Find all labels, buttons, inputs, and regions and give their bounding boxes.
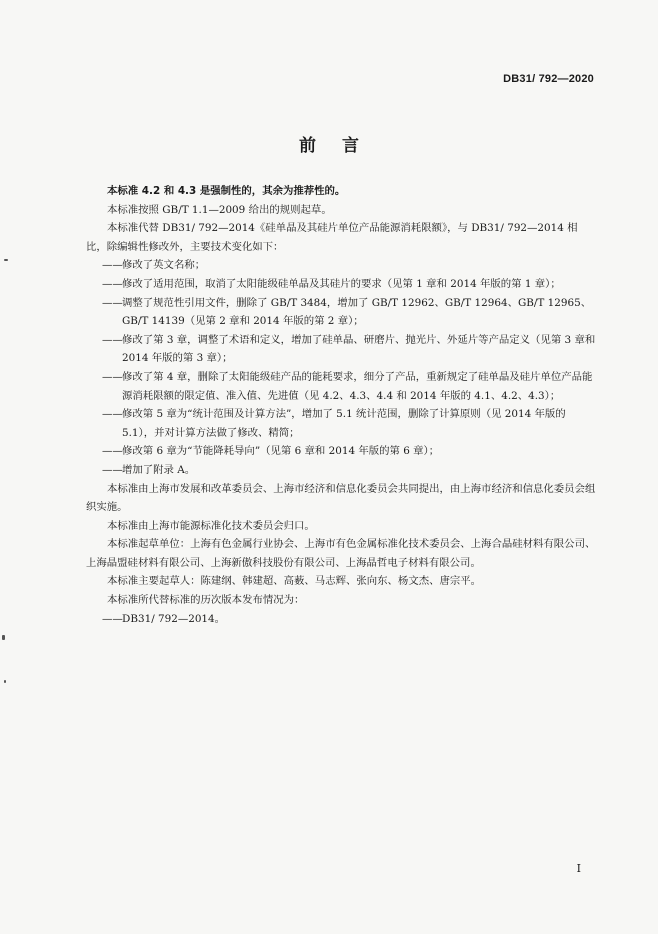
page-number: I bbox=[576, 862, 581, 875]
dash-mark: —— bbox=[102, 333, 123, 346]
scan-speck bbox=[4, 680, 6, 683]
change-text: 修改第 6 章为“节能降耗导向”（见第 6 章和 2014 年版的第 6 章）； bbox=[122, 445, 440, 458]
dash-mark: —— bbox=[102, 370, 123, 383]
change-item bbox=[86, 331, 598, 368]
administrator-paragraph: 本标准由上海市能源标准化技术委员会归口。 bbox=[107, 519, 315, 532]
dash-mark: —— bbox=[102, 612, 123, 625]
foreword-body bbox=[86, 182, 598, 628]
scan-speck bbox=[2, 635, 5, 640]
change-item bbox=[86, 294, 598, 331]
dash-mark: —— bbox=[102, 408, 123, 421]
change-item bbox=[86, 368, 598, 405]
dash-mark: —— bbox=[102, 463, 123, 476]
change-text: 调整了规范性引用文件，删除了 GB/T 3484，增加了 GB/T 12962、GB/T 12964、GB/T 12965、GB/T 14139（见第 2 章和 2014 年版的第 2 章）； bbox=[122, 296, 592, 328]
history-item bbox=[86, 610, 598, 629]
changes-list bbox=[86, 256, 598, 479]
replacement-paragraph: 本标准代替 DB31/ 792—2014《硅单晶及其硅片单位产品能源消耗限额》，与 DB31/ 792—2014 相比，除编辑性修改外，主要技术变化如下： bbox=[86, 222, 578, 253]
mandatory-clause-paragraph: 本标准 4.2 和 4.3 是强制性的，其余为推荐性的。 bbox=[107, 185, 346, 197]
change-item bbox=[86, 275, 598, 294]
change-item bbox=[86, 405, 598, 442]
change-item bbox=[86, 256, 598, 275]
page-title: 前言 bbox=[299, 136, 385, 156]
change-text: 修改了第 3 章，调整了术语和定义，增加了硅单晶、研磨片、抛光片、外延片等产品定义（见第 3 章和 2014 年版的第 3 章）； bbox=[122, 333, 596, 365]
dash-mark: —— bbox=[102, 277, 123, 290]
change-text: 增加了附录 A。 bbox=[122, 463, 196, 476]
drafters-paragraph: 本标准主要起草人：陈建纲、韩建超、高薮、马志辉、张向东、杨文杰、唐宗平。 bbox=[107, 575, 482, 588]
dash-mark: —— bbox=[102, 296, 123, 309]
history-paragraph: 本标准所代替标准的历次版本发布情况为： bbox=[107, 594, 305, 607]
change-text: 修改第 5 章为“统计范围及计算方法”，增加了 5.1 统计范围，删除了计算原则（见 2014 年版的 5.1），并对计算方法做了修改、精简； bbox=[122, 408, 566, 439]
change-text: 修改了英文名称； bbox=[122, 259, 206, 272]
dash-mark: —— bbox=[102, 259, 123, 272]
scan-speck bbox=[4, 259, 8, 261]
history-text: DB31/ 792—2014。 bbox=[122, 612, 226, 625]
drafting-rule-paragraph: 本标准按照 GB/T 1.1—2009 给出的规则起草。 bbox=[107, 203, 332, 216]
change-text: 修改了适用范围，取消了太阳能级硅单晶及其硅片的要求（见第 1 章和 2014 年版的第 1 章）； bbox=[122, 277, 561, 290]
drafting-units-paragraph: 本标准起草单位：上海有色金属行业协会、上海市有色金属标准化技术委员会、上海合晶硅材料有限公司、上海晶盟硅材料有限公司、上海新傲科技股份有限公司、上海晶哲电子材料有限公司。 bbox=[86, 538, 596, 569]
dash-mark: —— bbox=[102, 445, 123, 458]
change-item bbox=[86, 442, 598, 461]
change-text: 修改了第 4 章，删除了太阳能级硅产品的能耗要求，细分了产品，重新规定了硅单晶及硅片单位产品能源消耗限额的限定值、准入值、先进值（见 4.2、4.3、4.4 和 2014 年版的 4.1、4.2、4.3）； bbox=[122, 370, 593, 402]
document-code: DB31/ 792—2020 bbox=[503, 73, 594, 85]
proposer-paragraph: 本标准由上海市发展和改革委员会、上海市经济和信息化委员会共同提出，由上海市经济和信息化委员会组织实施。 bbox=[86, 482, 596, 514]
change-item bbox=[86, 461, 598, 480]
